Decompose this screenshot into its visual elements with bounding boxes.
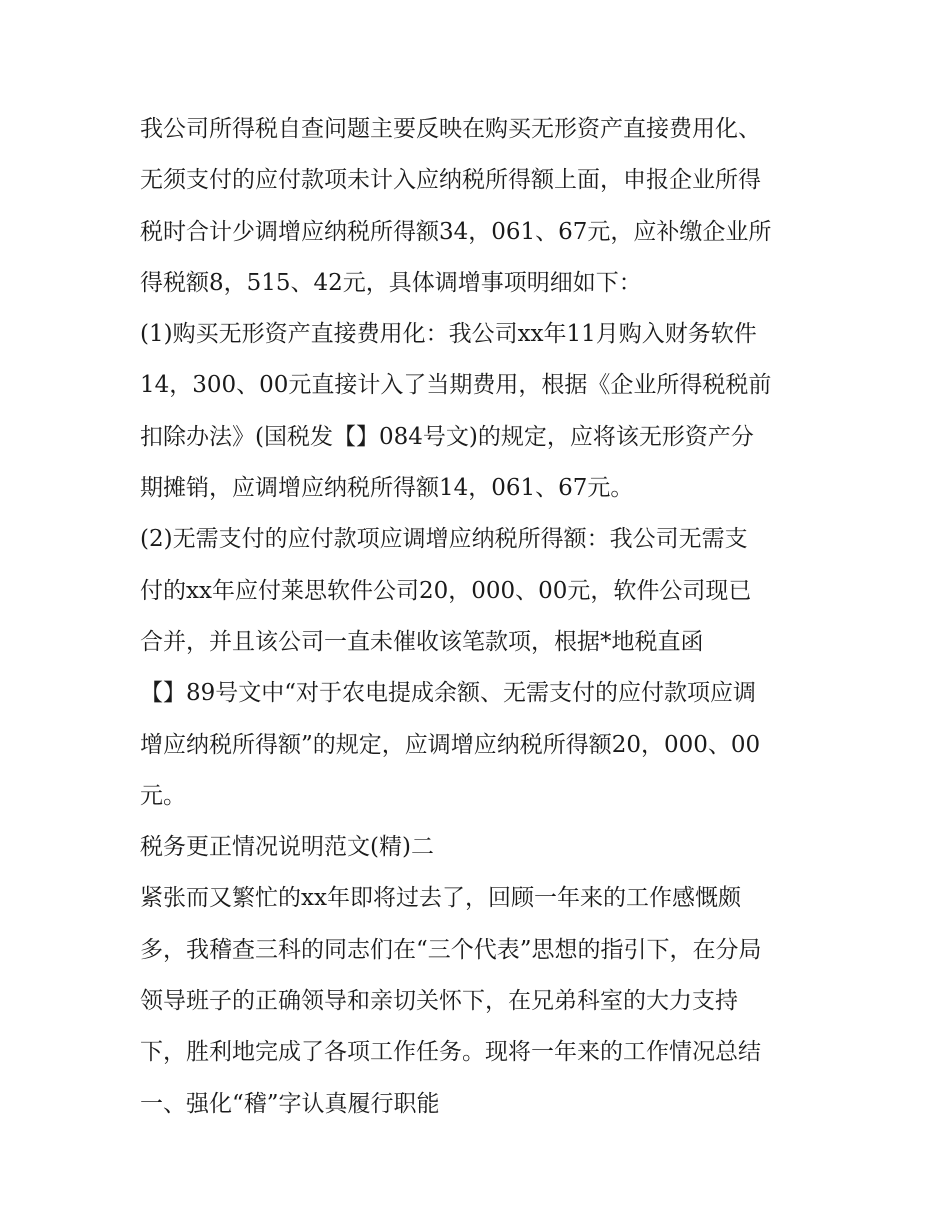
text-line: 多，我稽查三科的同志们在“三个代表”思想的指引下，在分局 [140,936,762,963]
text-line: 我公司所得税自查问题主要反映在购买无形资产直接费用化、 [140,116,761,142]
text-line: (2)无需支付的应付款项应调增应纳税所得额：我公司无需支 [140,526,748,553]
document-body [140,104,820,1130]
text-line: 付的xx年应付莱思软件公司20，000、00元，软件公司现已 [140,577,752,604]
text-line: 14，300、00元直接计入了当期费用，根据《企业所得税税前 [140,372,772,399]
text-line: 得税额8，515、42元，具体调增事项明细如下： [140,269,642,296]
section-heading: 税务更正情况说明范文(精)二 [140,834,434,861]
text-line: 扣除办法》(国税发【】084号文)的规定，应将该无形资产分 [140,423,754,450]
text-line: 元。 [140,782,186,809]
text-line: 期摊销，应调增应纳税所得额14，061、67元。 [140,475,634,502]
text-line: 税时合计少调增应纳税所得额34，061、67元，应补缴企业所 [140,218,772,245]
text-line: 领导班子的正确领导和亲切关怀下，在兄弟科室的大力支持 [140,988,738,1015]
text-line: 合并，并且该公司一直未催收该笔款项，根据*地税直函 [140,628,704,655]
text-line: 【】89号文中“对于农电提成余额、无需支付的应付款项应调 [140,680,757,707]
text-line: 紧张而又繁忙的xx年即将过去了，回顾一年来的工作感慨颇 [140,885,741,912]
text-line: 增应纳税所得额”的规定，应调增应纳税所得额20，000、00 [140,731,761,758]
text-line: (1)购买无形资产直接费用化：我公司xx年11月购入财务软件 [140,321,757,348]
text-line: 下，胜利地完成了各项工作任务。现将一年来的工作情况总结 [140,1039,761,1066]
text-line: 无须支付的应付款项未计入应纳税所得额上面，申报企业所得 [140,167,761,194]
subsection-heading: 一、强化“稽”字认真履行职能 [140,1090,440,1117]
